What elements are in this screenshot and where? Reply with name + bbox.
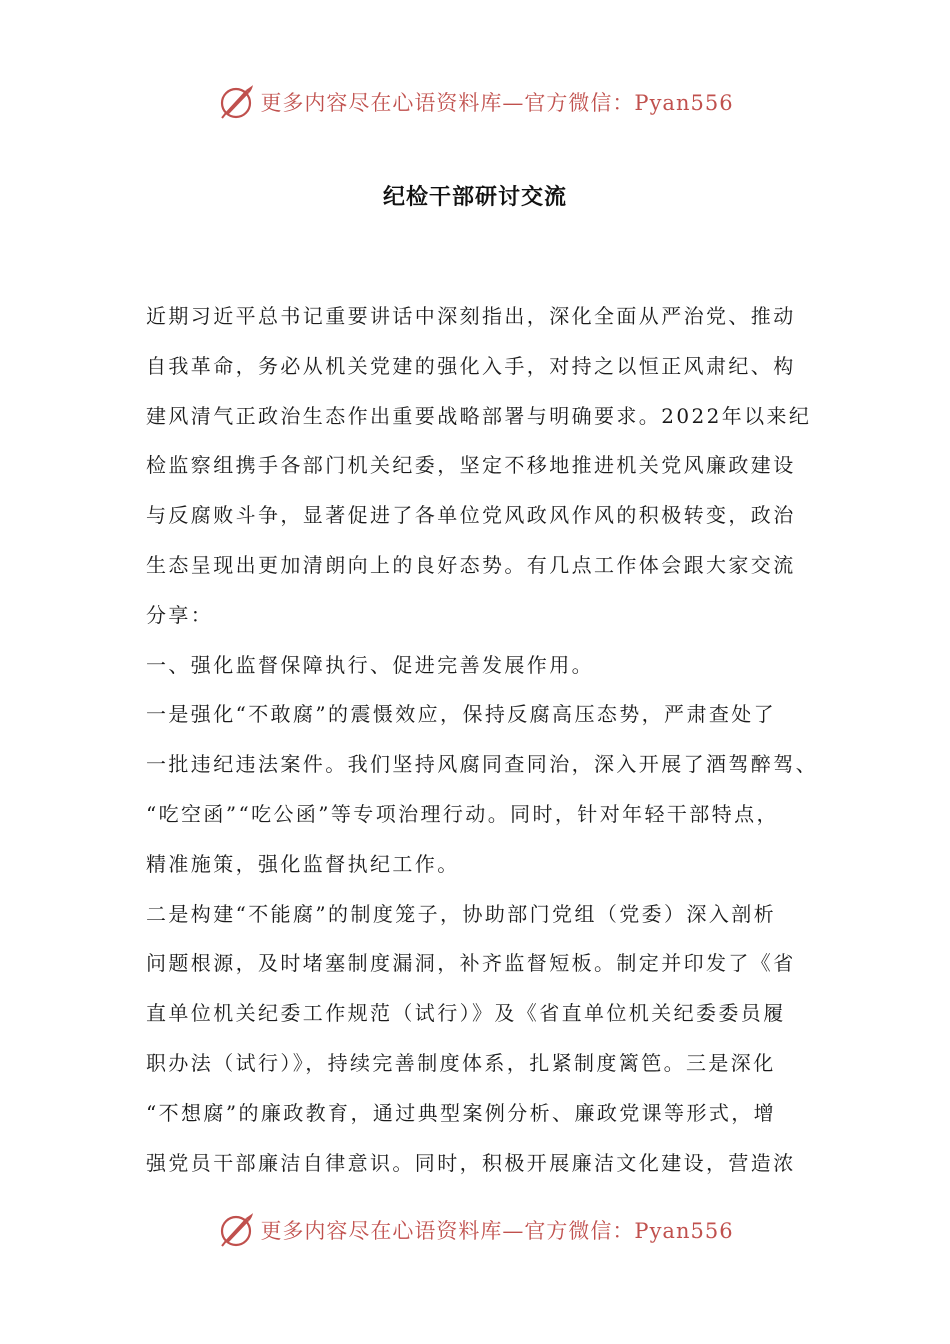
body-line: 检监察组携手各部门机关纪委，坚定不移地推进机关党风廉政建设 — [146, 453, 796, 478]
section-heading-line: 一、强化监督保障执行、促进完善发展作用。 — [146, 652, 594, 677]
quill-pen-logo-icon — [216, 82, 256, 122]
body-line: 问题根源，及时堵塞制度漏洞，补齐监督短板。制定并印发了《省 — [146, 951, 796, 976]
body-line: 一是强化“不敢腐”的震慑效应，保持反腐高压态势，严肃查处了 — [146, 702, 777, 727]
body-line: 自我革命，务必从机关党建的强化入手，对持之以恒正风肃纪、构 — [146, 353, 796, 378]
body-line: 与反腐败斗争，显著促进了各单位党风政风作风的积极转变，政治 — [146, 503, 796, 528]
body-line: 一批违纪违法案件。我们坚持风腐同查同治，深入开展了酒驾醉驾、 — [146, 752, 818, 777]
body-line: 建风清气正政治生态作出重要战略部署与明确要求。2022年以来纪 — [146, 403, 812, 428]
body-line: 近期习近平总书记重要讲话中深刻指出，深化全面从严治党、推动 — [146, 304, 796, 328]
banner-text: 更多内容尽在心语资料库—官方微信：Pyan556 — [260, 1219, 734, 1243]
banner-text: 更多内容尽在心语资料库—官方微信：Pyan556 — [260, 91, 734, 115]
body-line: 直单位机关纪委工作规范（试行）》及《省直单位机关纪委委员履 — [146, 1001, 786, 1026]
body-line: 生态呈现出更加清朗向上的良好态势。有几点工作体会跟大家交流 — [146, 552, 796, 577]
body-line: “不想腐”的廉政教育，通过典型案例分析、廉政党课等形式，增 — [146, 1100, 777, 1125]
document-body — [146, 292, 818, 1188]
header-banner — [0, 80, 950, 124]
body-line: 精准施策，强化监督执纪工作。 — [146, 851, 460, 876]
body-line: 强党员干部廉洁自律意识。同时，积极开展廉洁文化建设，营造浓 — [146, 1150, 796, 1175]
body-line: 分享： — [146, 602, 214, 627]
body-line: “吃空函”“吃公函”等专项治理行动。同时，针对年轻干部特点， — [146, 801, 779, 826]
body-line: 职办法（试行）》，持续完善制度体系，扎紧制度篱笆。三是深化 — [146, 1050, 776, 1075]
quill-pen-logo-icon — [216, 1210, 256, 1250]
footer-banner — [0, 1208, 950, 1252]
document-title: 纪检干部研讨交流 — [382, 184, 567, 210]
body-line: 二是构建“不能腐”的制度笼子，协助部门党组（党委）深入剖析 — [146, 901, 777, 926]
